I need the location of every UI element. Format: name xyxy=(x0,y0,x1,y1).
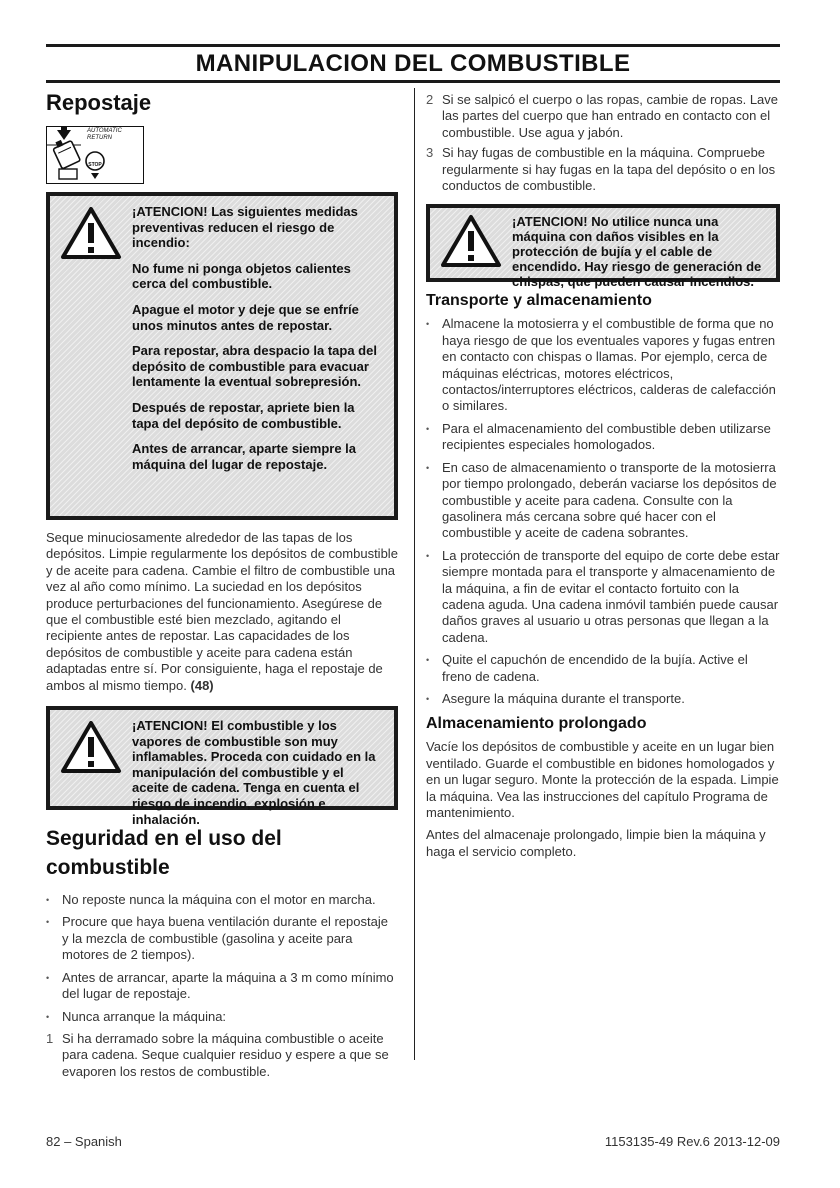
list-item: • Nunca arranque la máquina: xyxy=(46,1009,398,1025)
list-item xyxy=(46,1031,398,1080)
item-number: 2 xyxy=(426,92,434,107)
warning-box-flammable xyxy=(46,706,398,827)
warning-line: Después de repostar, apriete bien la tapa del depósito de combustible. xyxy=(132,399,355,431)
item-number: 3 xyxy=(426,145,434,161)
figure-reference: (48) xyxy=(190,677,214,693)
list-item: • Para el almacenamiento del combustible deben utilizarse recipientes especiales homologados. xyxy=(426,421,780,454)
section-title-repostaje: Repostaje xyxy=(46,90,152,115)
warning-line: ¡ATENCION! Las siguientes medidas preventivas reducen el riesgo de incendio: xyxy=(132,204,358,251)
section-title-transporte: Transporte y almacenamiento xyxy=(426,292,652,310)
safety-bullet-list xyxy=(46,892,398,1025)
page-title: MANIPULACION DEL COMBUSTIBLE xyxy=(195,50,631,77)
transport-bullet-list xyxy=(426,316,780,707)
warning-triangle-icon xyxy=(60,206,122,260)
list-item: • No reposte nunca la máquina con el motor en marcha. xyxy=(46,892,398,908)
warning-box-fire-precautions xyxy=(46,192,398,520)
section-title-seguridad: Seguridad en el uso del combustible xyxy=(46,827,282,880)
warning-line: No fume ni ponga objetos calientes cerca del combustible. xyxy=(132,260,351,292)
left-column xyxy=(46,88,398,1084)
numbered-list xyxy=(426,92,780,194)
item-text: Si hay fugas de combustible en la máquina. Compruebe regularmente si hay fugas en la tapa del depósito o en los conductos de combustible. xyxy=(442,145,776,194)
page-number: 82 – Spanish xyxy=(46,1134,122,1149)
item-text: Si ha derramado sobre la máquina combustible o aceite para cadena. Seque cualquier residuo y espere a que se evaporen los restos de combustible. xyxy=(62,1030,389,1079)
storage-paragraph-2: Antes del almacenaje prolongado, limpie bien la máquina y haga el servicio completo. xyxy=(426,827,766,859)
warning-text xyxy=(132,204,382,472)
refuelling-text: Seque minuciosamente alrededor de las tapas de los depósitos. Limpie regularmente los depósitos de combustible y de aceite para cadena. Cambie el filtro de combustible una vez al año como mínimo. La suciedad en los depósitos produce perturbaciones del funcionamiento. Asegúrese de que el combustible esté bien mezclado, agitando el recipiente antes de repostar. Las capacidades de los depósitos de combustible y aceite para cadena están adaptadas entre sí. Por consiguiente, haga el repostaje de ambos al mismo tiempo. xyxy=(46,530,398,693)
warning-line: ¡ATENCION! No utilice nunca una máquina con daños visibles en la protección de bujía y el cable de encendido. Hay riesgo de generación de chispas, que pueden causar incendios. xyxy=(512,214,762,290)
list-item: • Antes de arrancar, aparte la máquina a 3 m como mínimo del lugar de repostaje. xyxy=(46,970,398,1003)
section-title-almacenamiento: Almacenamiento prolongado xyxy=(426,715,647,733)
warning-triangle-icon xyxy=(440,214,502,268)
list-item: • En caso de almacenamiento o transporte de la motosierra por tiempo prolongado, deberán vaciarse los depósitos de combustible y aceite para cadena. Consulte con la gasolinera más cercana sobre qué hacer con el combustible y aceite de cadena sobrantes. xyxy=(426,460,780,542)
warning-text xyxy=(132,718,382,827)
document-revision: 1153135-49 Rev.6 2013-12-09 xyxy=(604,1134,780,1149)
pictogram-stop: STOP xyxy=(88,162,102,168)
item-number: 1 xyxy=(46,1030,54,1046)
warning-line: ¡ATENCION! El combustible y los vapores de combustible son muy inflamables. Proceda con cuidado en la manipulación del combustible y el aceite de cadena. Tenga en cuenta el riesgo de incendio, explosión e inhalación. xyxy=(132,718,376,827)
fuel-pictogram xyxy=(46,126,144,184)
list-item: • Almacene la motosierra y el combustible de forma que no haya riesgo de que los eventuales vapores y fugas entren en contacto con chispas o llamas. Por ejemplo, cerca de máquinas eléctricas, motores eléctricos, contactos/interruptores eléctricos, calderas de calefacción o similares. xyxy=(426,316,780,414)
item-text: Si se salpicó el cuerpo o las ropas, cambie de ropas. Lave las partes del cuerpo que han entrado en contacto con el combustible. Use agua y jabón. xyxy=(442,92,779,140)
warning-text xyxy=(512,214,764,289)
warning-line: Apague el motor y deje que se enfríe unos minutos antes de repostar. xyxy=(132,301,359,333)
list-item: • Procure que haya buena ventilación durante el repostaje y la mezcla de combustible (gasolina y aceite para motores de 2 tiempos). xyxy=(46,914,398,963)
numbered-list xyxy=(46,1031,398,1080)
list-item xyxy=(426,92,780,141)
warning-line: Para repostar, abra despacio la tapa del depósito de combustible para evacuar lentamente la eventual sobrepresión. xyxy=(132,343,377,390)
list-item: • Quite el capuchón de encendido de la bujía. Active el freno de cadena. xyxy=(426,652,780,685)
pictogram-text: AUTOMATIC RETURN xyxy=(87,128,122,141)
list-item: • Asegure la máquina durante el transporte. xyxy=(426,691,780,707)
list-item: • La protección de transporte del equipo de corte debe estar siempre montada para el transporte y almacenamiento de la máquina, a fin de evitar el contacto fortuito con la cadena aguda. Una cadena inmóvil también puede causar daños graves al usuario u otras personas que llegan a la cadena. xyxy=(426,548,780,646)
warning-line: Antes de arrancar, aparte siempre la máquina del lugar de repostaje. xyxy=(132,441,357,472)
storage-paragraph-1: Vacíe los depósitos de combustible y aceite en un lugar bien ventilado. Guarde el combustible en bidones homologados y en un lugar seguro. Monte la protección de la espada. Limpie la máquina. Vea las instrucciones del capítulo Programa de mantenimiento. xyxy=(426,739,779,820)
right-column xyxy=(426,92,780,860)
column-divider xyxy=(414,88,415,1060)
header-rule-bottom xyxy=(46,80,780,83)
refuelling-paragraph xyxy=(46,530,398,694)
warning-triangle-icon xyxy=(60,720,122,774)
list-item xyxy=(426,145,780,194)
warning-box-spark-plug xyxy=(426,204,780,290)
